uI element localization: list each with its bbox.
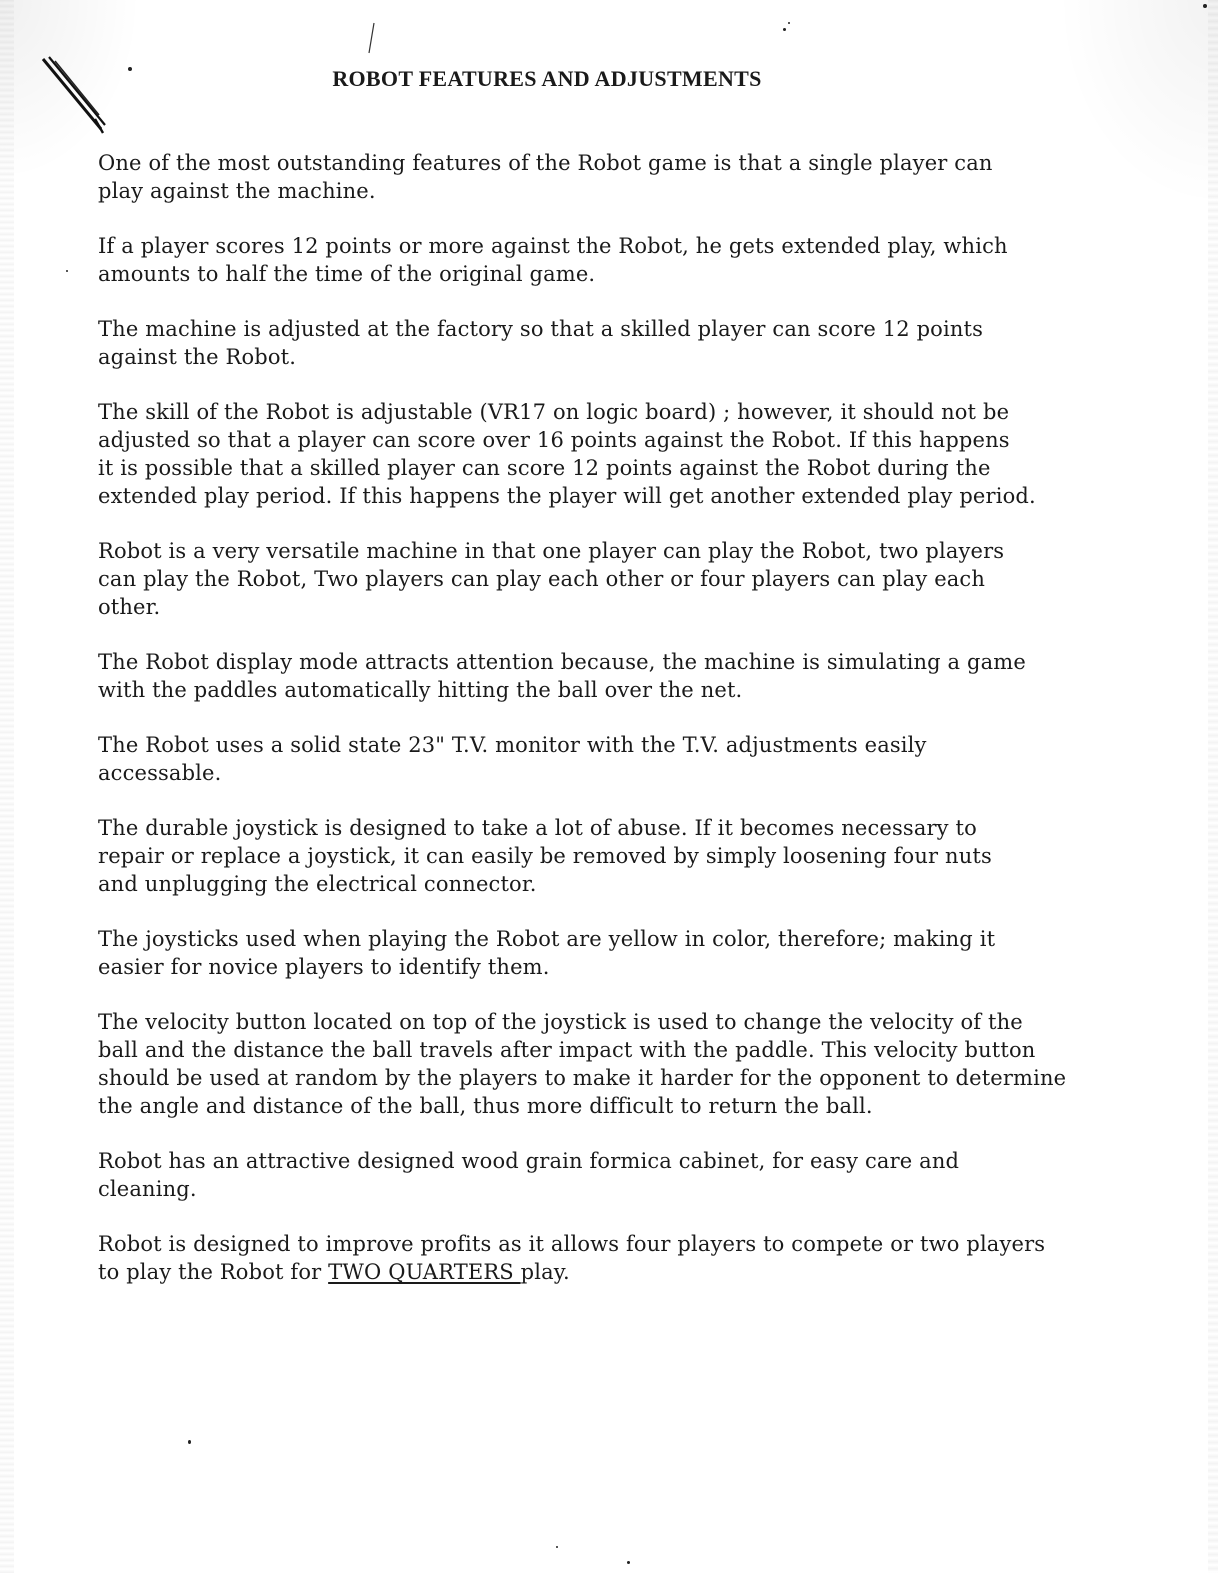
paragraph-display-mode: The Robot display mode attracts attention because, the machine is simulating a game with the paddles automatically hitting the ball over the net.: [98, 650, 1026, 702]
paragraph-monitor: The Robot uses a solid state 23" T.V. monitor with the T.V. adjustments easily accessable.: [98, 733, 927, 785]
paragraph-velocity-button: The velocity button located on top of the joystick is used to change the velocity of the ball and the distance the ball travels after impact with the paddle. This velocity button should be used at random by the players to make it harder for the opponent to determine the angle and distance of the ball, thus more difficult to return the ball.: [98, 1010, 1067, 1118]
paragraph-joystick-color: The joysticks used when playing the Robot are yellow in color, therefore; making it easier for novice players to identify them.: [98, 927, 996, 979]
scan-edge-left: [0, 0, 14, 1573]
profits-text-before: Robot is designed to improve profits as it allows four players to compete or two players to play the Robot for: [98, 1232, 1046, 1284]
speck: [188, 1440, 191, 1444]
document-body: [98, 149, 1188, 1313]
page-title: [0, 66, 1094, 92]
paragraph-cabinet: Robot has an attractive designed wood grain formica cabinet, for easy care and cleaning.: [98, 1149, 960, 1201]
profits-text-after: play.: [520, 1260, 570, 1284]
paragraph-versatility: Robot is a very versatile machine in that one player can play the Robot, two players can play the Robot, Two players can play each other or four players can play each other.: [98, 539, 1005, 619]
page-title-text: ROBOT FEATURES AND ADJUSTMENTS: [332, 66, 762, 91]
paragraph-single-player: One of the most outstanding features of the Robot game is that a single player can play against the machine.: [98, 151, 993, 203]
two-quarters-emphasis: TWO QUARTERS: [328, 1260, 521, 1284]
speck: [1203, 4, 1207, 8]
paragraph-factory-adjustment: The machine is adjusted at the factory so that a skilled player can score 12 points against the Robot.: [98, 317, 984, 369]
speck: [627, 1561, 630, 1564]
scan-edge-right: [1208, 0, 1218, 1573]
paragraph-joystick-durability: The durable joystick is designed to take a lot of abuse. If it becomes necessary to repair or replace a joystick, it can easily be removed by simply loosening four nuts and unplugging the electrical connector.: [98, 816, 992, 896]
speck: [783, 28, 786, 31]
paragraph-extended-play: If a player scores 12 points or more against the Robot, he gets extended play, which amounts to half the time of the original game.: [98, 234, 1008, 286]
paragraph-profits: [98, 1230, 1188, 1286]
speck: [788, 22, 790, 24]
speck: [556, 1546, 558, 1548]
speck: [66, 270, 68, 272]
paragraph-skill-adjustment: The skill of the Robot is adjustable (VR17 on logic board) ; however, it should not be adjusted so that a player can score over 16 points against the Robot. If this happens it is possible that a skilled player can score 12 points against the Robot during the extended play period. If this happens the player will get another extended play period.: [98, 400, 1036, 508]
pen-tick-mark: [366, 22, 376, 54]
